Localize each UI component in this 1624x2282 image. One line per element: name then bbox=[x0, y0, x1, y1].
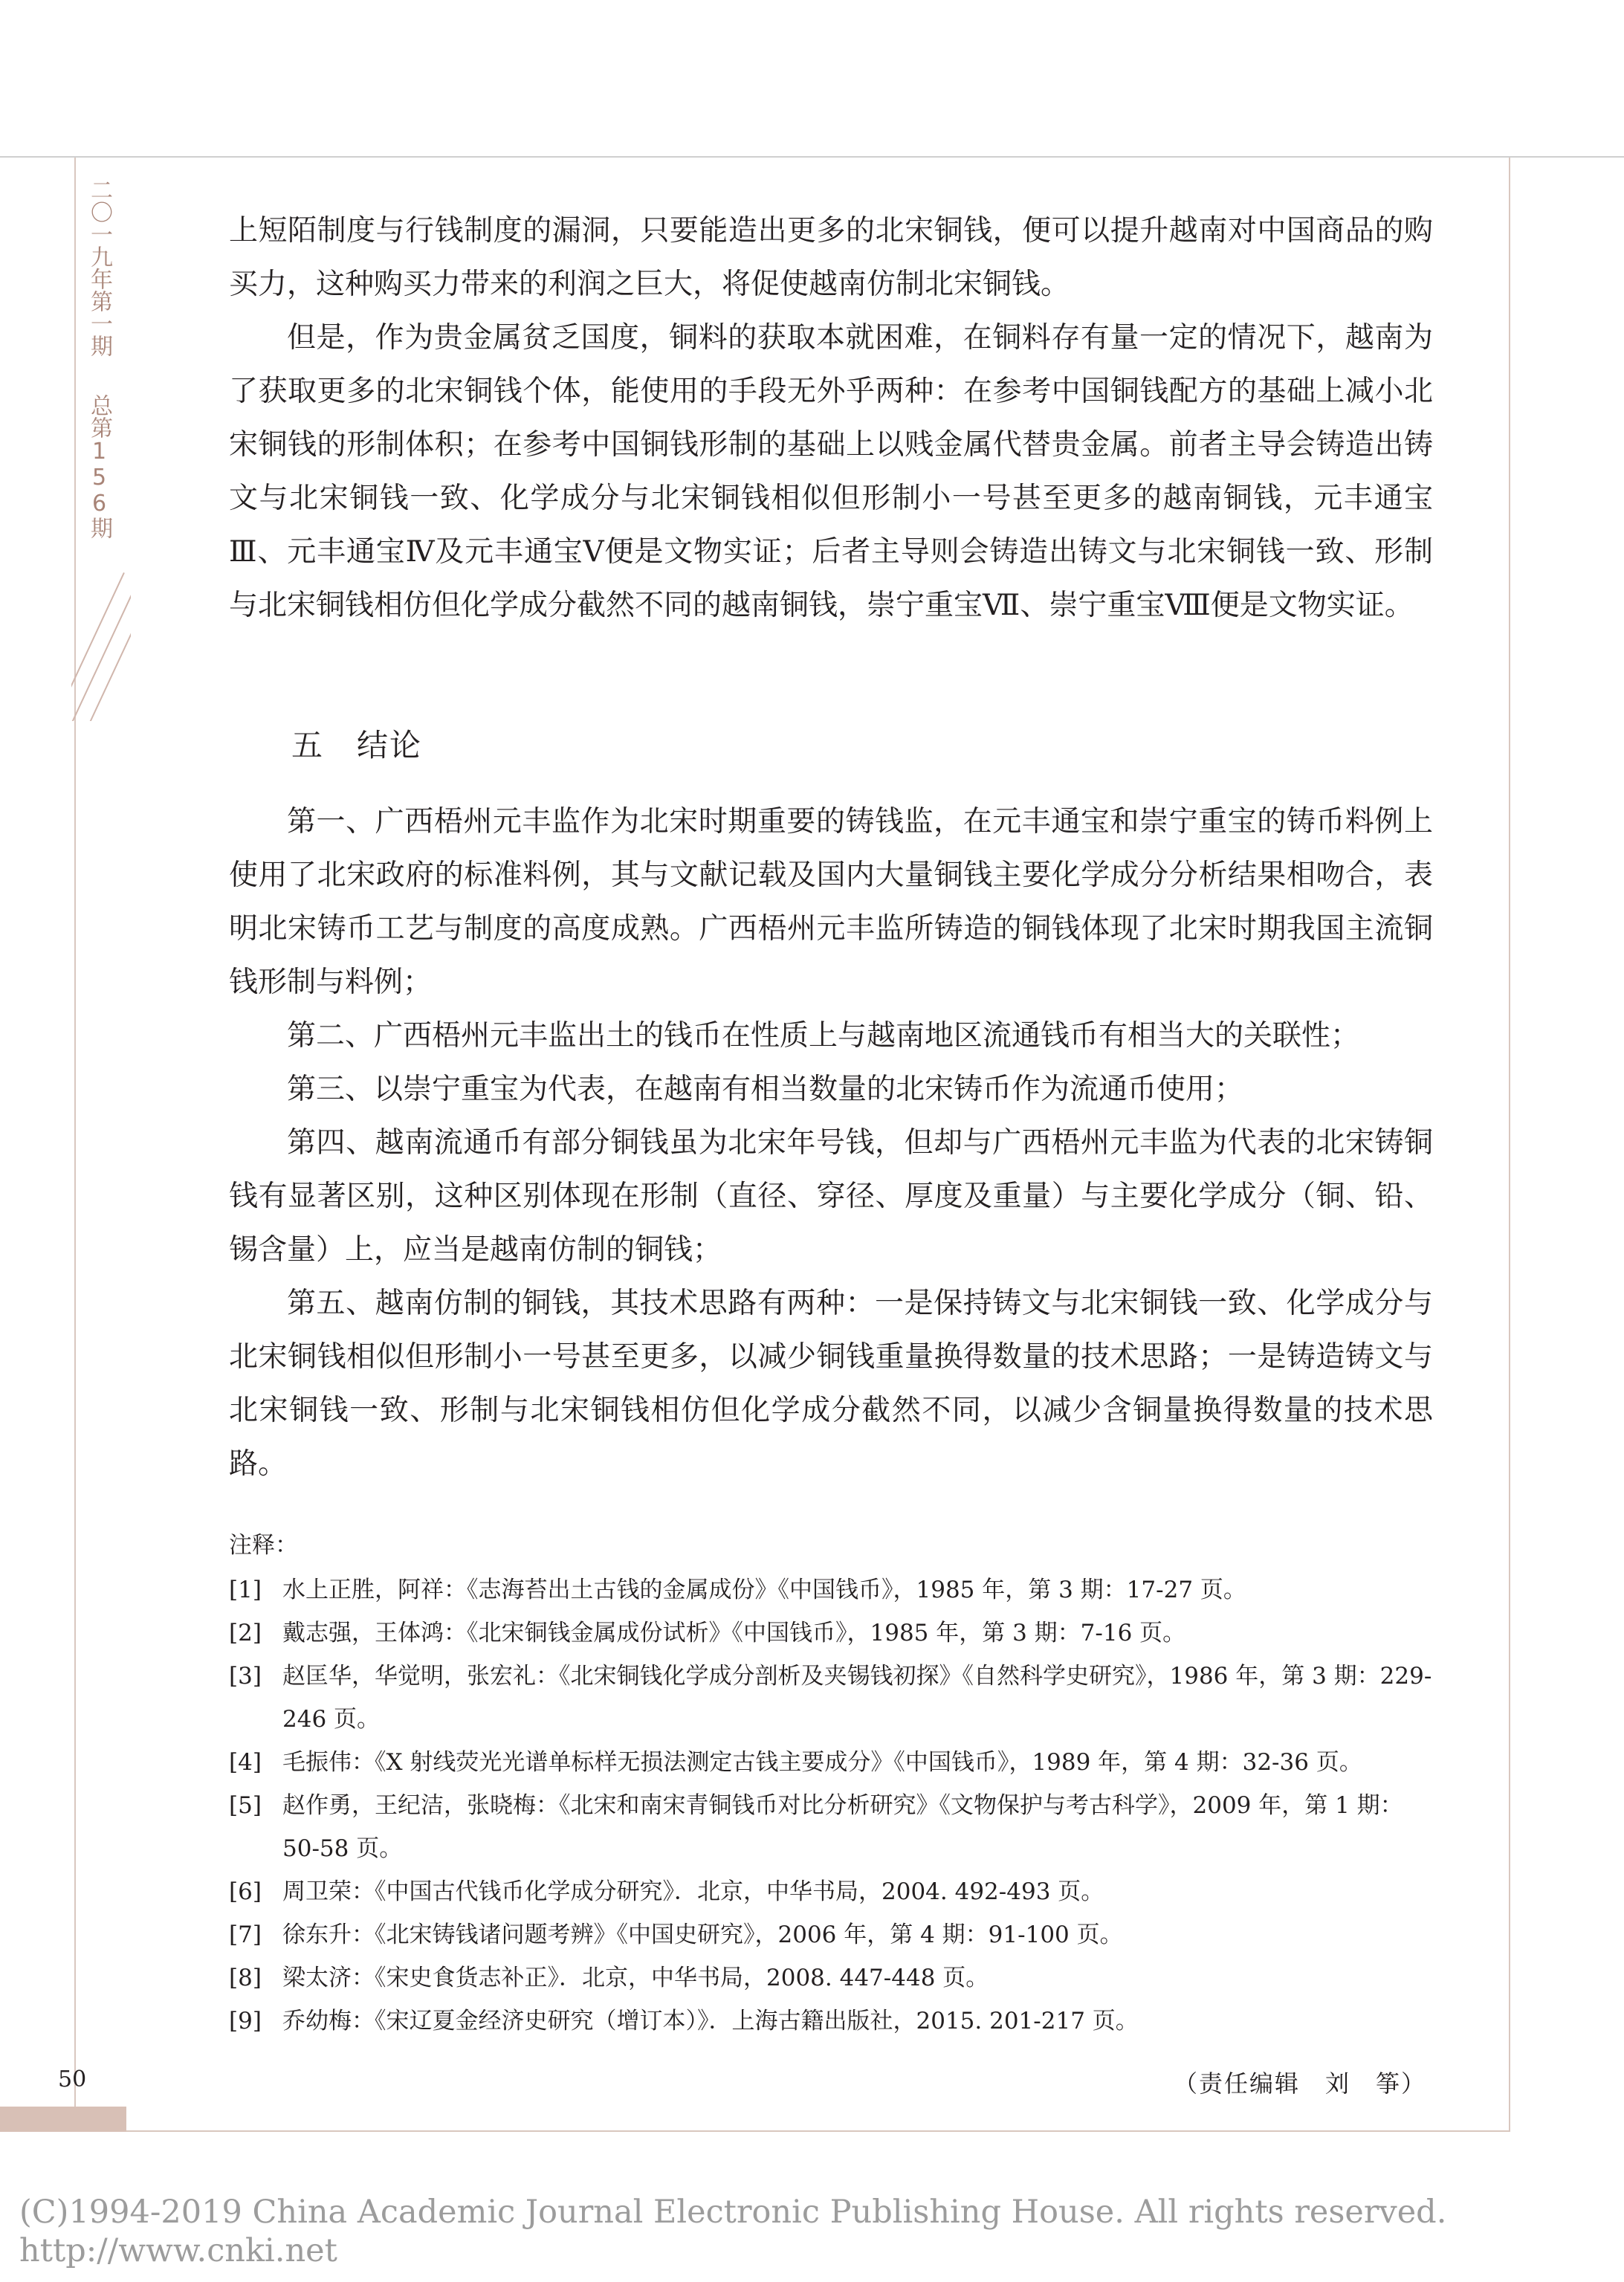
conclusion-point: 第五、越南仿制的铜钱，其技术思路有两种：一是保持铸文与北宋铜钱一致、化学成分与北宋铜钱相似但形制小一号甚至更多，以减少铜钱重量换得数量的技术思路；一是铸造铸文与北宋铜钱一致、形制与北宋铜钱相仿但化学成分截然不同，以减少含铜量换得数量的技术思路。 bbox=[229, 1287, 1433, 1481]
note-text: 毛振伟：《X 射线荧光光谱单标样无损法测定古钱主要成分》《中国钱币》，1989 年，第 4 期：32-36 页。 bbox=[282, 1749, 1362, 1776]
conclusion-point: 第四、越南流通币有部分铜钱虽为北宋年号钱，但却与广西梧州元丰监为代表的北宋铸铜钱有显著区别，这种区别体现在形制（直径、穿径、厚度及重量）与主要化学成分（铜、铅、锡含量）上，应当是越南仿制的铜钱； bbox=[229, 1126, 1433, 1267]
note-number: [3] bbox=[229, 1663, 262, 1690]
note-text: 周卫荣：《中国古代钱币化学成分研究》．北京，中华书局，2004. 492-493 页。 bbox=[282, 1878, 1104, 1905]
note-text: 徐东升：《北宋铸钱诸问题考辨》《中国史研究》，2006 年，第 4 期：91-100 页。 bbox=[282, 1921, 1123, 1948]
note-item bbox=[229, 1568, 1433, 1612]
body-paragraph: 但是，作为贵金属贫乏国度，铜料的获取本就困难，在铜料存有量一定的情况下，越南为了获取更多的北宋铜钱个体，能使用的手段无外乎两种：在参考中国铜钱配方的基础上减小北宋铜钱的形制体积；在参考中国铜钱形制的基础上以贱金属代替贵金属。前者主导会铸造出铸文与北宋铜钱一致、化学成分与北宋铜钱相似但形制小一号甚至更多的越南铜钱，元丰通宝Ⅲ、元丰通宝Ⅳ及元丰通宝Ⅴ便是文物实证；后者主导则会铸造出铸文与北宋铜钱一致、形制与北宋铜钱相仿但化学成分截然不同的越南铜钱，崇宁重宝Ⅶ、崇宁重宝Ⅷ便是文物实证。 bbox=[229, 321, 1433, 622]
note-text: 赵作勇，王纪洁，张晓梅：《北宋和南宋青铜钱币对比分析研究》《文物保护与考古科学》，2009 年，第 1 期：50-58 页。 bbox=[282, 1792, 1403, 1862]
note-text: 梁太济：《宋史食货志补正》．北京，中华书局，2008. 447-448 页。 bbox=[282, 1965, 989, 1991]
note-item bbox=[229, 1655, 1433, 1741]
copyright-notice: (C)1994-2019 China Academic Journal Electronic Publishing House. All rights reserved. http://www.cnki.net bbox=[19, 2194, 1479, 2269]
conclusion-point: 第一、广西梧州元丰监作为北宋时期重要的铸钱监，在元丰通宝和崇宁重宝的铸币料例上使用了北宋政府的标准料例，其与文献记载及国内大量铜钱主要化学成分分析结果相吻合，表明北宋铸币工艺与制度的高度成熟。广西梧州元丰监所铸造的铜钱体现了北宋时期我国主流铜钱形制与料例； bbox=[229, 805, 1433, 999]
note-item bbox=[229, 1741, 1433, 1784]
notes-label: 注释： bbox=[229, 1532, 298, 1559]
note-item bbox=[229, 2000, 1433, 2043]
responsible-editor: （责任编辑 刘 筝） bbox=[1173, 2069, 1426, 2098]
journal-sidebar bbox=[77, 178, 120, 539]
note-item bbox=[229, 1913, 1433, 1956]
conclusion-point: 第二、广西梧州元丰监出土的钱币在性质上与越南地区流通钱币有相当大的关联性； bbox=[287, 1019, 1360, 1053]
conclusion-list bbox=[229, 795, 1433, 1491]
note-number: [9] bbox=[229, 2008, 262, 2034]
note-text: 水上正胜，阿祥：《志海苔出土古钱的金属成份》《中国钱币》，1985 年，第 3 期：17-27 页。 bbox=[282, 1577, 1246, 1603]
note-number: [8] bbox=[229, 1965, 262, 1991]
note-number: [2] bbox=[229, 1620, 262, 1646]
body-paragraph: 上短陌制度与行钱制度的漏洞，只要能造出更多的北宋铜钱，便可以提升越南对中国商品的购买力，这种购买力带来的利润之巨大，将促使越南仿制北宋铜钱。 bbox=[229, 214, 1433, 301]
note-number: [6] bbox=[229, 1878, 262, 1905]
note-text: 戴志强，王体鸿：《北宋铜钱金属成份试析》《中国钱币》，1985 年，第 3 期：7-16 页。 bbox=[282, 1620, 1186, 1646]
conclusion-point: 第三、以崇宁重宝为代表，在越南有相当数量的北宋铸币作为流通币使用； bbox=[287, 1073, 1244, 1106]
note-item bbox=[229, 1784, 1433, 1870]
footnotes bbox=[229, 1524, 1433, 2043]
issue-label: 二〇一九年第一期 bbox=[86, 178, 112, 357]
footer-band bbox=[0, 2107, 126, 2132]
note-text: 乔幼梅：《宋辽夏金经济史研究（增订本）》．上海古籍出版社，2015. 201-217 页。 bbox=[282, 2008, 1139, 2034]
total-issue-label: 总第156期 bbox=[86, 394, 112, 539]
section-heading: 五 结论 bbox=[291, 727, 423, 763]
note-text: 赵匡华，华觉明，张宏礼：《北宋铜钱化学成分剖析及夹锡钱初探》《自然科学史研究》，1986 年，第 3 期：229-246 页。 bbox=[282, 1663, 1432, 1733]
note-item bbox=[229, 1956, 1433, 2000]
note-item bbox=[229, 1870, 1433, 1913]
note-number: [5] bbox=[229, 1792, 262, 1819]
note-number: [4] bbox=[229, 1749, 262, 1776]
sidebar-decoration bbox=[71, 572, 131, 721]
note-number: [1] bbox=[229, 1577, 262, 1603]
note-number: [7] bbox=[229, 1921, 262, 1948]
note-item bbox=[229, 1612, 1433, 1655]
page-number: 50 bbox=[58, 2066, 87, 2092]
article-body bbox=[229, 204, 1433, 633]
